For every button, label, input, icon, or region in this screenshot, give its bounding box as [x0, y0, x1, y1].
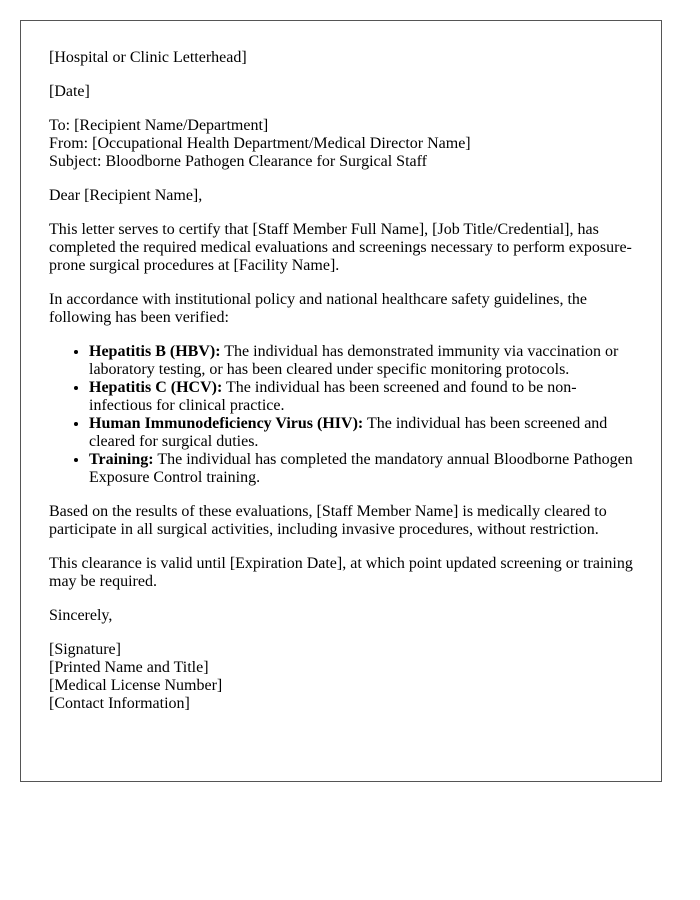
- signoff: Sincerely,: [49, 607, 113, 624]
- list-item: [89, 415, 633, 451]
- signature: [Signature]: [49, 641, 121, 658]
- item-text: The individual has been screened and cleared for surgical duties.: [89, 415, 608, 450]
- body-paragraph: This letter serves to certify that [Staff Member Full Name], [Job Title/Credential], has completed the required medical evaluations and screenings necessary to perform exposure-prone surgical procedures at [Facility Name].: [49, 221, 632, 274]
- body-paragraph: In accordance with institutional policy and national healthcare safety guidelines, the following has been verified:: [49, 291, 588, 326]
- body-paragraph: Based on the results of these evaluations, [Staff Member Name] is medically cleared to participate in all surgical activities, including invasive procedures, without restriction.: [49, 503, 607, 538]
- item-text: The individual has been screened and found to be non-infectious for clinical practice.: [89, 379, 577, 414]
- item-label: Hepatitis B (HBV):: [89, 343, 221, 360]
- verification-list: [49, 343, 633, 487]
- list-item: [89, 343, 633, 379]
- list-item: [89, 379, 633, 415]
- signature-block: [49, 641, 633, 713]
- body-paragraph: This clearance is valid until [Expiration Date], at which point updated screening or training may be required.: [49, 555, 633, 590]
- item-label: Human Immunodeficiency Virus (HIV):: [89, 415, 364, 432]
- item-text: The individual has demonstrated immunity via vaccination or laboratory testing, or has been cleared under specific monitoring protocols.: [89, 343, 619, 378]
- printed-name: [Printed Name and Title]: [49, 659, 209, 676]
- item-text: The individual has completed the mandatory annual Bloodborne Pathogen Exposure Control training.: [89, 451, 633, 486]
- letterhead: [Hospital or Clinic Letterhead]: [49, 49, 247, 66]
- item-label: Training:: [89, 451, 154, 468]
- contact-info: [Contact Information]: [49, 695, 190, 712]
- salutation: Dear [Recipient Name],: [49, 187, 203, 204]
- license-number: [Medical License Number]: [49, 677, 223, 694]
- subject-line: Subject: Bloodborne Pathogen Clearance for Surgical Staff: [49, 153, 427, 170]
- item-label: Hepatitis C (HCV):: [89, 379, 223, 396]
- list-item: [89, 451, 633, 487]
- letter: [20, 20, 662, 782]
- from-line: From: [Occupational Health Department/Medical Director Name]: [49, 135, 471, 152]
- date: [Date]: [49, 83, 90, 100]
- to-line: To: [Recipient Name/Department]: [49, 117, 269, 134]
- header-block: [49, 117, 633, 171]
